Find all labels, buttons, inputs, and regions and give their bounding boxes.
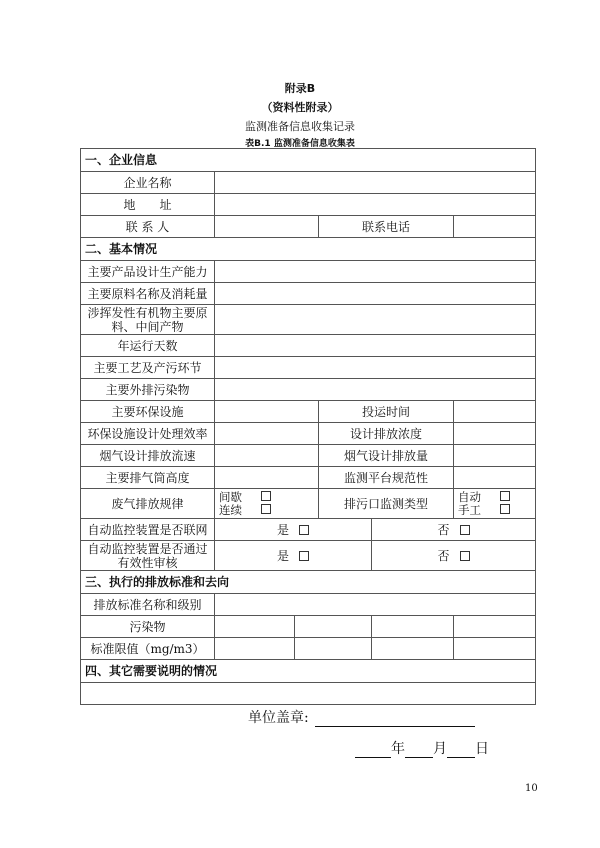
monitor-type-label: 排污口监测类型 xyxy=(319,489,454,519)
process-field[interactable] xyxy=(215,357,536,379)
continuous-checkbox[interactable] xyxy=(261,504,271,514)
month-label: 月 xyxy=(433,741,447,757)
capacity-field[interactable] xyxy=(215,261,536,283)
op-time-field[interactable] xyxy=(454,401,536,423)
enterprise-name-label: 企业名称 xyxy=(81,172,215,194)
op-time-label: 投运时间 xyxy=(319,401,454,423)
networked-no-checkbox[interactable] xyxy=(460,525,470,535)
seal-line xyxy=(248,707,475,727)
pollutant-field-4[interactable] xyxy=(454,616,536,638)
platform-field[interactable] xyxy=(454,467,536,489)
enterprise-name-field[interactable] xyxy=(215,172,536,194)
date-line xyxy=(355,738,489,758)
day-field[interactable] xyxy=(447,743,475,758)
contact-field[interactable] xyxy=(215,216,319,238)
efficiency-label: 环保设施设计处理效率 xyxy=(81,423,215,445)
phone-field[interactable] xyxy=(454,216,536,238)
flow-speed-field[interactable] xyxy=(215,445,319,467)
section-enterprise-info: 一、企业信息 xyxy=(81,149,536,172)
limit-field-2[interactable] xyxy=(295,638,372,660)
flow-volume-label: 烟气设计排放量 xyxy=(319,445,454,467)
flow-volume-field[interactable] xyxy=(454,445,536,467)
limit-label: 标准限值（mg/m3） xyxy=(81,638,215,660)
address-label: 地 址 xyxy=(81,194,215,216)
stack-height-field[interactable] xyxy=(215,467,319,489)
document-title: 监测准备信息收集记录 xyxy=(245,120,355,133)
run-days-field[interactable] xyxy=(215,335,536,357)
limit-field-4[interactable] xyxy=(454,638,536,660)
pollutant-field-2[interactable] xyxy=(295,616,372,638)
networked-yes xyxy=(215,519,372,541)
month-field[interactable] xyxy=(405,743,433,758)
monitor-type-options xyxy=(454,489,536,519)
limit-field-3[interactable] xyxy=(372,638,454,660)
design-conc-label: 设计排放浓度 xyxy=(319,423,454,445)
emission-pattern-options xyxy=(215,489,319,519)
flow-speed-label: 烟气设计排放流速 xyxy=(81,445,215,467)
page-number: 10 xyxy=(525,783,538,794)
phone-label: 联系电话 xyxy=(319,216,454,238)
contact-label: 联 系 人 xyxy=(81,216,215,238)
validated-yes-checkbox[interactable] xyxy=(299,551,309,561)
manual-checkbox[interactable] xyxy=(500,504,510,514)
materials-label: 主要原料名称及消耗量 xyxy=(81,283,215,305)
capacity-label: 主要产品设计生产能力 xyxy=(81,261,215,283)
yes-label: 是 xyxy=(276,522,289,537)
stack-height-label: 主要排气筒高度 xyxy=(81,467,215,489)
pollutants-field[interactable] xyxy=(215,379,536,401)
std-name-label: 排放标准名称和级别 xyxy=(81,594,215,616)
run-days-label: 年运行天数 xyxy=(81,335,215,357)
facility-label: 主要环保设施 xyxy=(81,401,215,423)
auto-checkbox[interactable] xyxy=(500,491,510,501)
std-name-field[interactable] xyxy=(215,594,536,616)
facility-field[interactable] xyxy=(215,401,319,423)
networked-label: 自动监控装置是否联网 xyxy=(81,519,215,541)
process-label: 主要工艺及产污环节 xyxy=(81,357,215,379)
yes-label: 是 xyxy=(276,548,289,563)
pollutant-label: 污染物 xyxy=(81,616,215,638)
validated-no xyxy=(372,541,536,571)
seal-field[interactable] xyxy=(315,712,475,727)
info-collection-table xyxy=(80,148,536,705)
appendix-title: 附录B xyxy=(284,82,316,95)
intermittent-label: 间歇 xyxy=(219,489,242,504)
seal-label: 单位盖章: xyxy=(248,710,309,726)
voc-materials-label: 涉挥发性有机物主要原料、中间产物 xyxy=(81,305,215,335)
platform-label: 监测平台规范性 xyxy=(319,467,454,489)
no-label: 否 xyxy=(437,548,450,563)
pollutant-field-1[interactable] xyxy=(215,616,295,638)
pollutant-field-3[interactable] xyxy=(372,616,454,638)
validated-label: 自动监控装置是否通过有效性审核 xyxy=(81,541,215,571)
materials-field[interactable] xyxy=(215,283,536,305)
section-standards: 三、执行的排放标准和去向 xyxy=(81,571,536,594)
emission-pattern-label: 废气排放规律 xyxy=(81,489,215,519)
year-field[interactable] xyxy=(355,743,391,758)
other-notes-field[interactable] xyxy=(81,683,536,705)
validated-no-checkbox[interactable] xyxy=(460,551,470,561)
day-label: 日 xyxy=(475,741,489,757)
section-other-notes: 四、其它需要说明的情况 xyxy=(81,660,536,683)
no-label: 否 xyxy=(437,522,450,537)
intermittent-checkbox[interactable] xyxy=(261,491,271,501)
appendix-type: （资料性附录） xyxy=(261,101,339,114)
networked-no xyxy=(372,519,536,541)
validated-yes xyxy=(215,541,372,571)
limit-field-1[interactable] xyxy=(215,638,295,660)
networked-yes-checkbox[interactable] xyxy=(299,525,309,535)
efficiency-field[interactable] xyxy=(215,423,319,445)
section-basic-info: 二、基本情况 xyxy=(81,238,536,261)
pollutants-label: 主要外排污染物 xyxy=(81,379,215,401)
manual-label: 手工 xyxy=(458,502,481,517)
voc-materials-field[interactable] xyxy=(215,305,536,335)
table-caption: 表B.1 监测准备信息收集表 xyxy=(245,139,355,149)
continuous-label: 连续 xyxy=(219,502,242,517)
address-field[interactable] xyxy=(215,194,536,216)
design-conc-field[interactable] xyxy=(454,423,536,445)
auto-label: 自动 xyxy=(458,489,481,504)
year-label: 年 xyxy=(391,741,405,757)
